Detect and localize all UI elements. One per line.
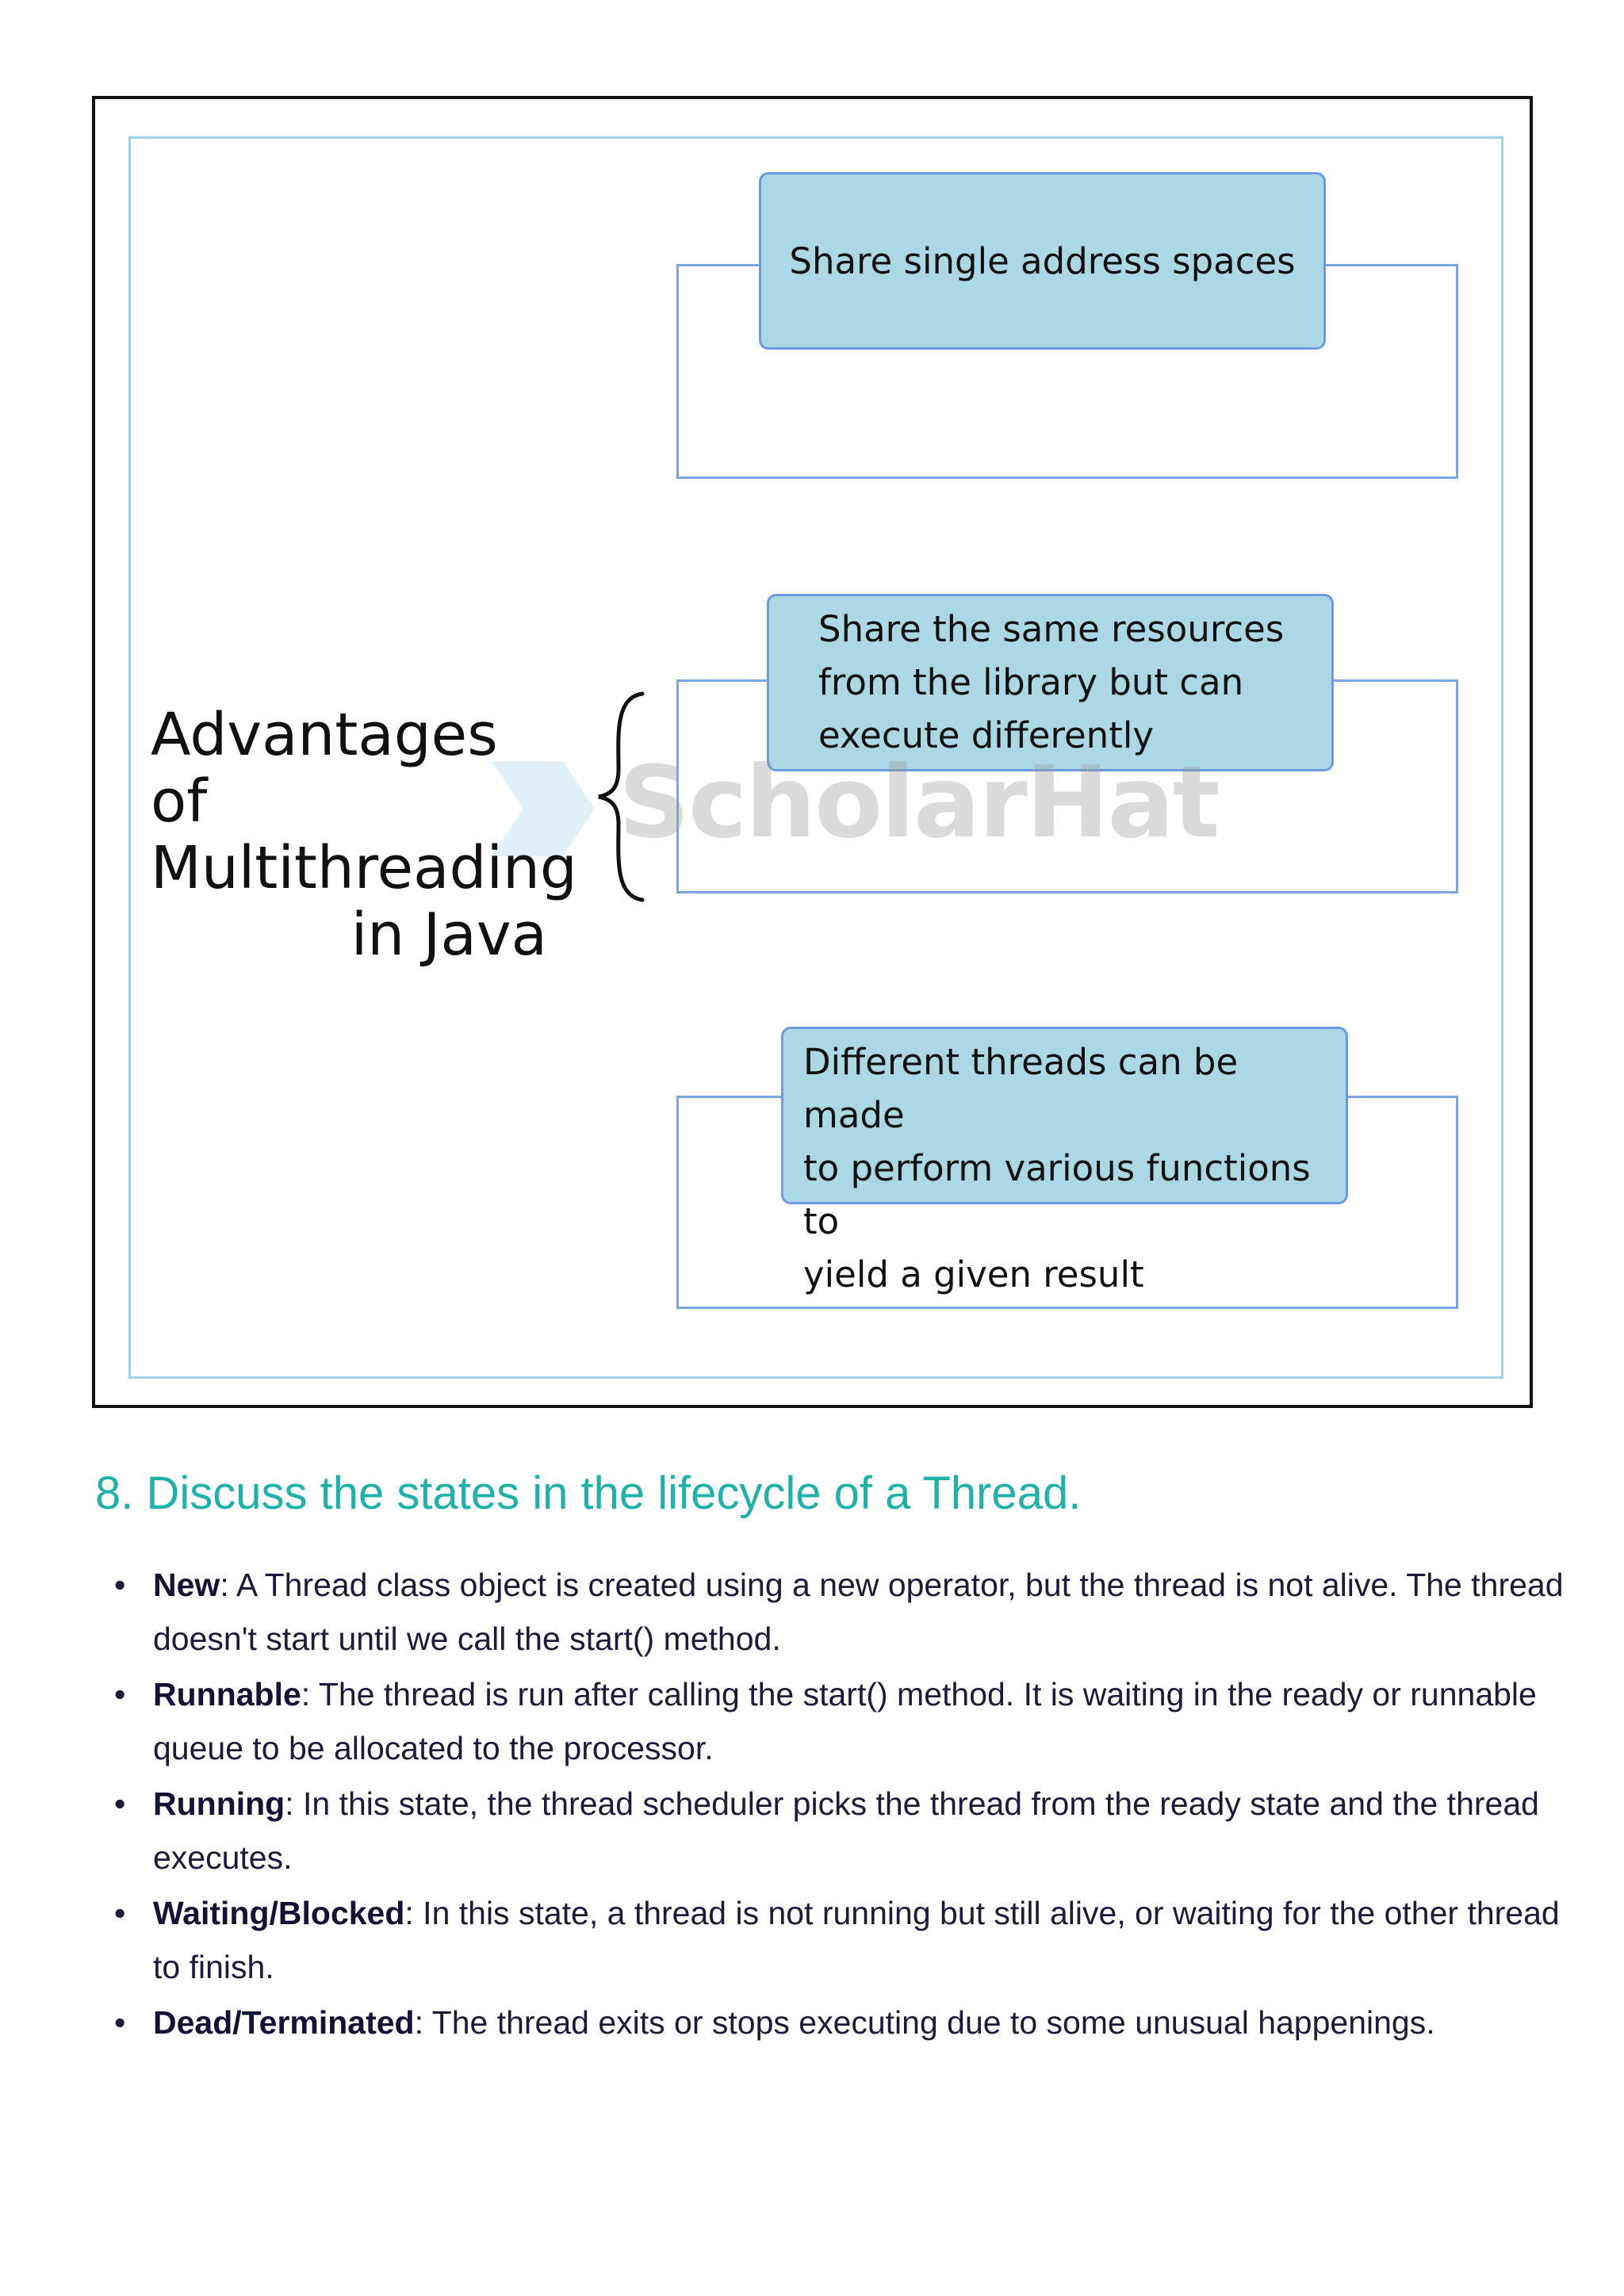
state-term: Dead/Terminated <box>153 2004 415 2041</box>
bullet-icon: • <box>114 2004 126 2041</box>
state-description: : In this state, a thread is not running but still alive, or waiting for the other thread to finish. <box>153 1895 1560 1985</box>
state-term: Running <box>153 1785 285 1822</box>
list-item <box>95 1996 1570 2049</box>
state-term: Waiting/Blocked <box>153 1895 405 1931</box>
bullet-icon: • <box>114 1676 126 1712</box>
list-item <box>95 1777 1570 1885</box>
state-description: : The thread exits or stops executing due to some unusual happenings. <box>414 2004 1435 2041</box>
state-description: : The thread is run after calling the start() method. It is waiting in the ready or runnable queue to be allocated to the processor. <box>153 1676 1537 1766</box>
advantage-box-1 <box>759 172 1326 350</box>
advantage-box-1-text: Share single address spaces <box>789 239 1296 282</box>
diagram-title-line-3: in Java <box>350 901 547 969</box>
advantage-box-3-text: Different threads can be made to perform various functions to yield a given result <box>803 1041 1311 1295</box>
watermark-text: ScholarHat <box>619 745 1219 860</box>
bullet-icon: • <box>114 1785 126 1822</box>
state-term: New <box>153 1567 220 1603</box>
list-item <box>95 1558 1570 1666</box>
bullet-icon: • <box>114 1567 126 1603</box>
bullet-icon: • <box>114 1895 126 1931</box>
state-term: Runnable <box>153 1676 301 1712</box>
list-item <box>95 1667 1570 1775</box>
advantage-box-2-text: Share the same resources from the library but can execute differently <box>818 608 1285 756</box>
state-description: : In this state, the thread scheduler picks the thread from the ready state and the thread executes. <box>153 1785 1539 1876</box>
diagram-title-line-1: Advantages of <box>151 701 498 836</box>
advantage-box-3 <box>781 1027 1348 1295</box>
thread-states-list <box>95 1558 1570 2051</box>
state-description: : A Thread class object is created using a new operator, but the thread is not alive. The thread doesn't start until we call the start() method. <box>153 1567 1564 1657</box>
list-item <box>95 1886 1570 1994</box>
diagram-title-line-2: Multithreading <box>151 834 577 902</box>
diagram-title <box>151 701 577 969</box>
curly-brace-icon <box>595 690 650 904</box>
section-heading: 8. Discuss the states in the lifecycle of a Thread. <box>95 1468 1082 1519</box>
